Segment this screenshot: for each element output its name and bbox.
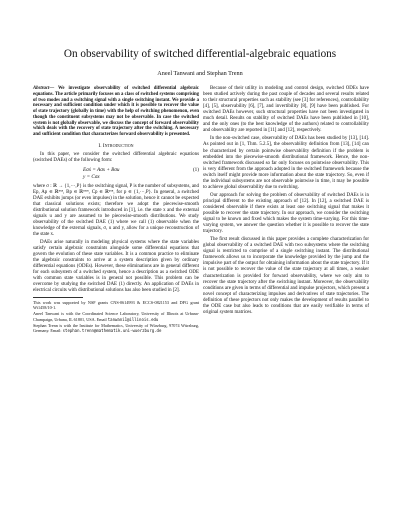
switched-odes-paragraph: Because of their utility in modeling and control design, switched ODEs have been studied actively during the past couple of decades and several results related to their structural properties such as stability (see [3] for references), controllability [4], [5], observability [6], [7], and invertibility [8], [9] have been published. For switched DAEs however, such structural properties have not been investigated in much detail. Results on stability of switched DAEs have been published in [10], and the only ones (to the best knowledge of the authors) related to controllability and observability are reported in [11] and [12], respectively.	[203, 86, 369, 134]
footnotes	[33, 300, 199, 334]
first-result-paragraph: The first result discussed in this paper provides a complete characterization for global observability of a switched DAE with two subsystems where the switching signal is restricted to comprise of a single switching instant. The distributional framework allows us to incorporate the knowledge provided by the jump and the impulsive part of the output for obtaining information about the state trajectory. If it is not possible to recover the value of the state trajectory at all times, a weaker characterization is provided for forward observability, where we only aim to recover the state trajectory after the switching instant. Moreover, the observability conditions are given in terms of differential and impulse projectors, which present a novel concept of characterizing impulses and derivatives of state trajectories. The definition of these projectors not only makes the development of results parallel to the ODE case but also leads to conditions that are easily verifiable in terms of original system matrices.	[203, 237, 369, 315]
approach-paragraph: Our approach for solving the problem of observability of switched DAEs is in principal different to the existing approach of [12]. In [12], a switched DAE is considered observable if there exists at least one switching signal that makes it possible to recover the state trajectory. In our approach, we consider the switching signal to be known and fixed which makes the system time-varying. For this time-varying system, we answer the question whether it is possible to recover the state trajectory.	[203, 192, 369, 235]
email-link-2[interactable]: stephan.trenn@mathematik.uni-wuerzburg.de	[62, 328, 162, 334]
footnote-divider	[33, 297, 83, 298]
equation-line-1	[33, 167, 199, 174]
equation-output: y = Cσx	[83, 173, 100, 180]
paper-title: On observability of switched differential-algebraic equations	[63, 48, 337, 60]
equation-block	[33, 167, 199, 181]
paper-authors: Aneel Tanwani and Stephan Trenn	[157, 70, 243, 77]
equation-line-2	[33, 174, 199, 181]
non-switched-paragraph: In the non-switched case, observability of DAEs has been studied by [13], [14]. As pointed out in [1, Thm. 5.2.5], the observability definition from [13], [14] can be characterized by certain pointwise observability definition if the problem is embedded into the piecewise-smooth distributional framework. Hence, the non-switched framework discussed so far only focuses on pointwise observability. This is very different from the approach adopted in the switched framework because the switch itself might provide more information about the state trajectory. So, even if the individual subsystems are not observable pointwise in time, it may be possible to achieve global observability due to switching.	[203, 136, 369, 190]
right-column	[203, 86, 369, 318]
left-column	[33, 86, 199, 335]
daes-paragraph: DAEs arise naturally in modeling physical systems where the state variables satisfy certain algebraic constraints alongside some differential equations that govern the evolution of these state variables. It is a common practice to eliminate the algebraic constraints to arrive at a system description given by ordinary differential equations (ODEs). However, these eliminations are in general different for each subsystem of a switched system, hence a description as a switched ODE with common state variables is in general not possible. This problem can be overcome by studying the switched DAE (1) directly. An application of DAEs in electrical circuits with distributional solutions has also been studied in [2].	[33, 240, 199, 294]
intro-paragraph: In this paper, we consider the switched differential algebraic equations (switched DAEs) of the following form:	[33, 152, 199, 164]
where-paragraph: where σ : ℝ → {1,···,P} is the switching signal, P is the number of subsystems, and Ep, Ap ∈ ℝⁿˣⁿ, Bp ∈ ℝⁿˣᵐ, Cp ∈ ℝᵖˣⁿ, for p ∈ {1,···,P}. In general, a switched DAE exhibits jumps (or even impulses) in the solution, hence it cannot be expected that classical solutions exists; therefore we adopt the piecewise-smooth distributional solution framework introduced in [1], i.e. the state x and the external signals u and y are assumed to be piecewise-smooth distributions. We study observability of the switched DAE (1) where we call (1) observable when the knowledge of the external signals, σ, u and y, allow for a unique reconstruction of the state x.	[33, 183, 199, 237]
footnote-author-1: Aneel Tanwani is with the Coordinated Science Laboratory, University of Illinois at Urbana-Champaign, Urbana, IL 61801, USA. Email tanwani1@illinois.edu	[33, 311, 199, 322]
email-link-1[interactable]: tanwani1@illinois.edu	[107, 316, 159, 322]
equation-number: (1)	[192, 166, 199, 173]
abstract	[33, 86, 199, 138]
footnote-author-2: Stephan Trenn is with the Institute for Mathematics, University of Würzburg, 97074 Würzburg, Germany. Email: stephan.trenn@mathematik.uni-wuerzburg.de	[33, 323, 199, 334]
abstract-body: — We investigate observability of switched differential algebraic equations. The article primarily focuses on a class of switched systems comprising of two modes and a switching signal with a single switching instant. We provide a necessary and sufficient condition under which it is possible to recover the value of state trajectory (globally in time) with the help of switching phenomenon, even though the constituent subsystems may not be observable. In case the switched system is not globally observable, we discuss the concept of forward observability which deals with the recovery of state trajectory after the switching. A necessary and sufficient condition that characterizes forward observability is presented.	[33, 86, 199, 138]
footnote-funding: This work was supported by NSF grants CNS-0614993 & ECCS-0821153 and DFG grant Wi1458/10-1.	[33, 300, 199, 311]
abstract-lead: Abstract	[33, 86, 50, 91]
equation-state: Eσẋ = Aσx + Bσu	[83, 166, 120, 173]
section-heading-introduction: I. Introduction	[98, 143, 134, 150]
